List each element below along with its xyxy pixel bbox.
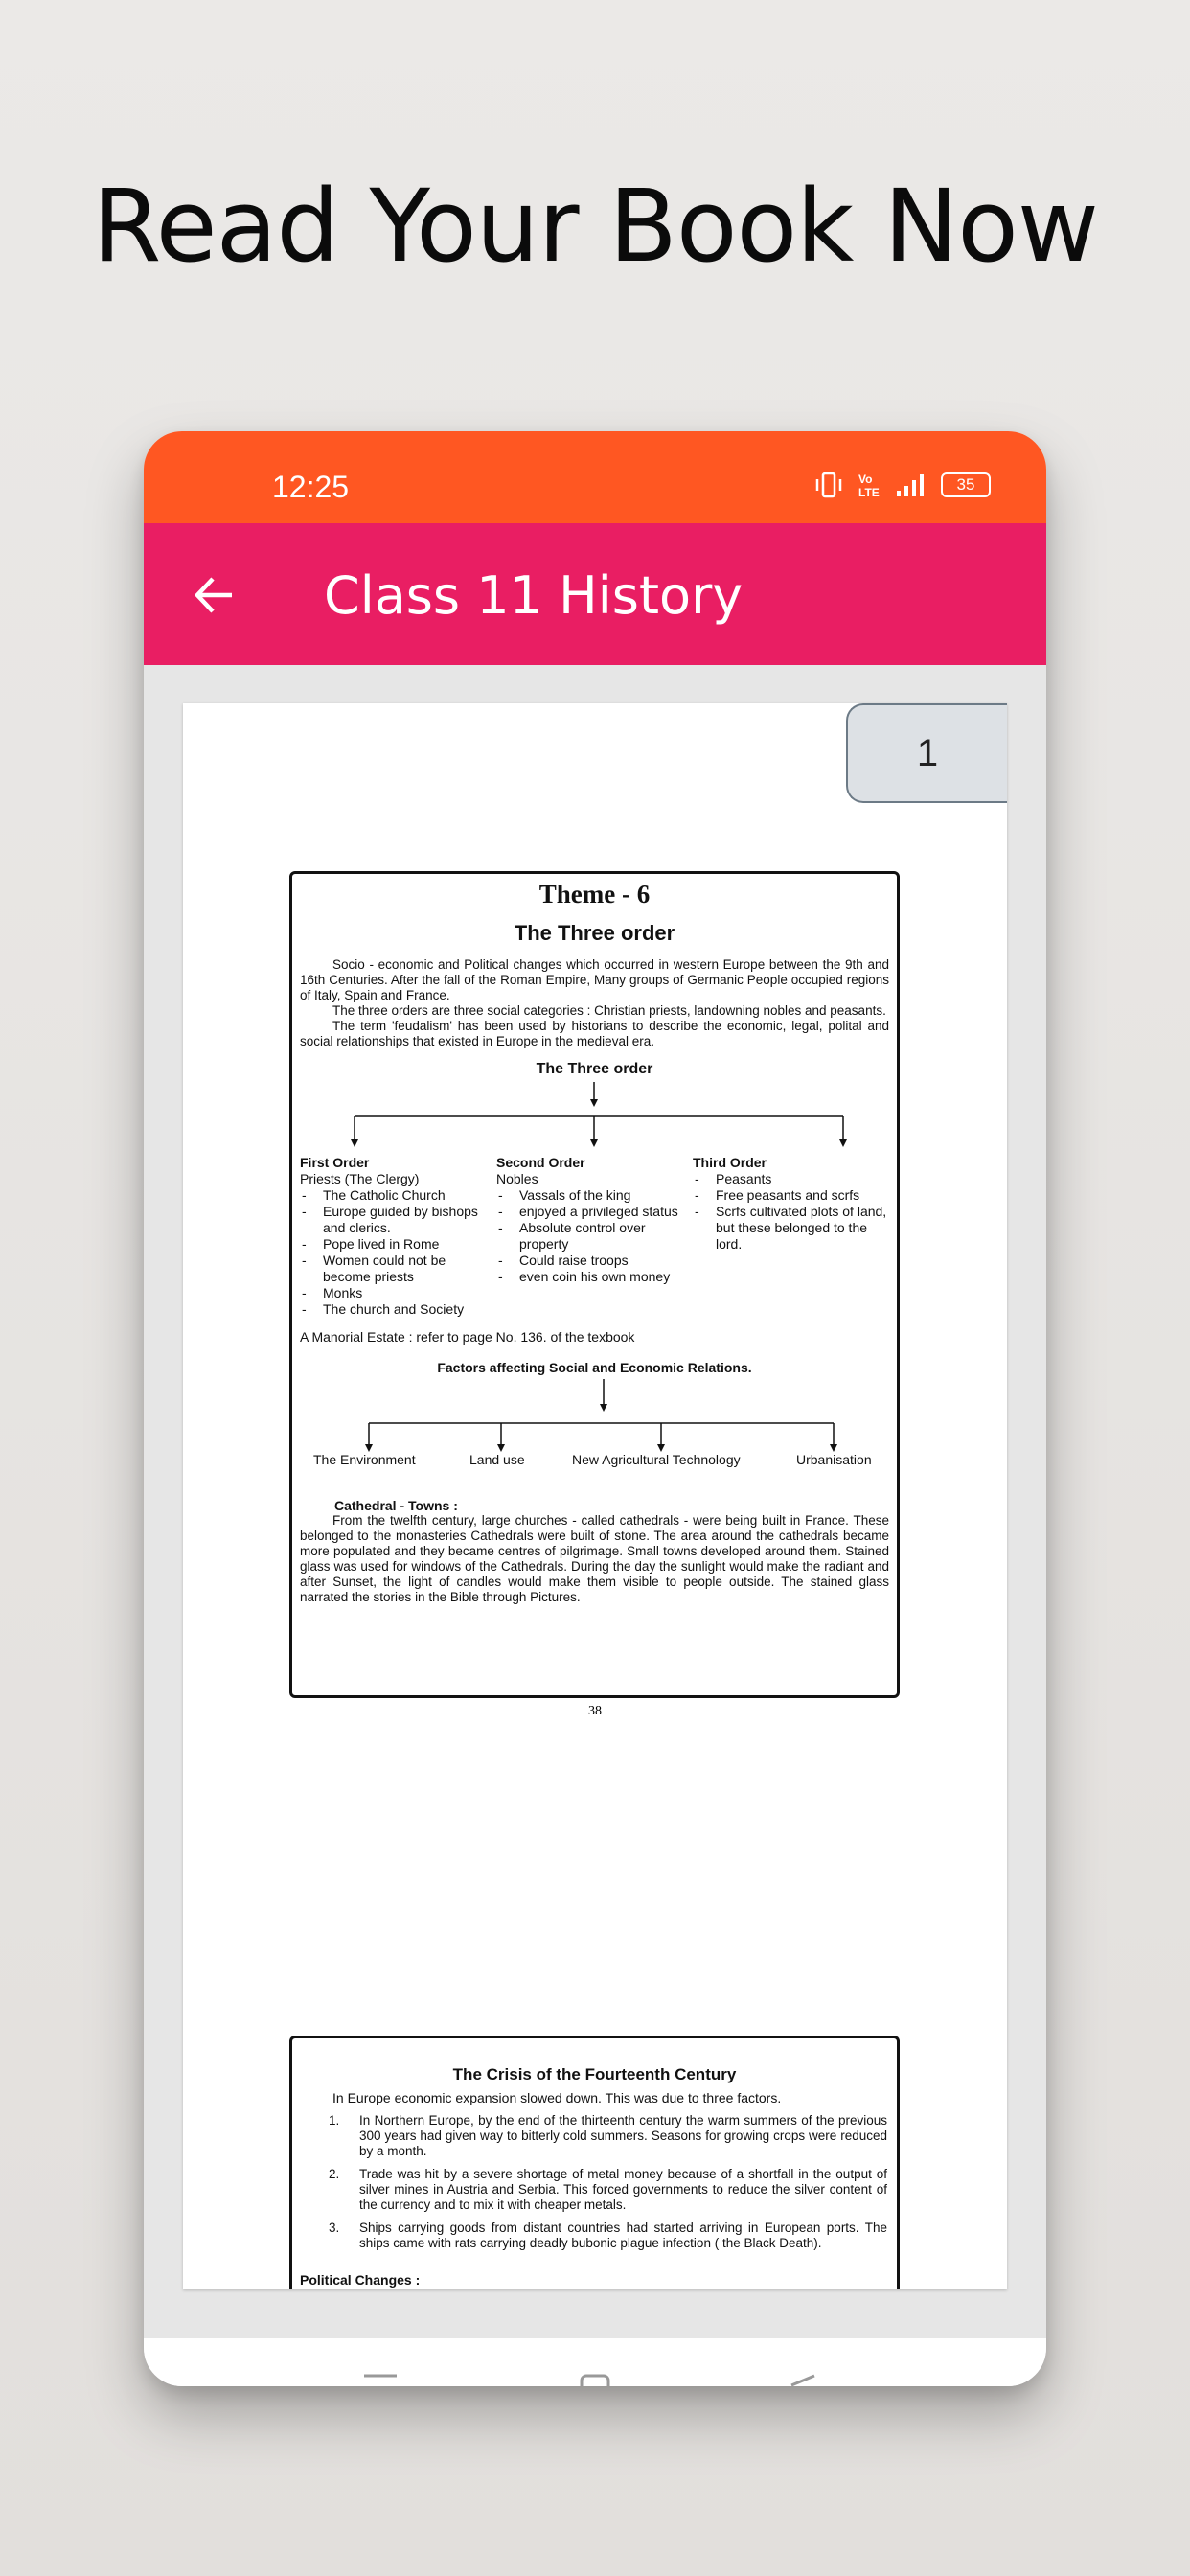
- vibrate-icon: [814, 472, 843, 498]
- crisis-intro: In Europe economic expansion slowed down. This was due to three factors.: [332, 2090, 782, 2105]
- theme-title: Theme - 6: [538, 880, 651, 908]
- list-text: Ships carrying goods from distant countries had started arriving in European ports. The ships came with rats carrying deadly bubonic plague infection ( the Black Death).: [359, 2220, 887, 2250]
- list-item: - Scrfs cultivated plots of land, but these belonged to the lord.: [693, 1204, 889, 1253]
- political-changes-heading: Political Changes :: [300, 2272, 421, 2288]
- paragraph-text: The term 'feudalism' has been used by historians to describe the economic, legal, polital and social relationships that existed in Europe in the medieval era.: [300, 1019, 889, 1048]
- pdf-viewer[interactable]: [144, 665, 1046, 2338]
- order-tree-diagram: [292, 1078, 897, 1155]
- list-item: - Women could not be become priests: [300, 1253, 496, 1285]
- first-order-column: [300, 1155, 496, 1318]
- navigation-bar: [144, 2338, 1046, 2386]
- page-number-badge: 1: [846, 703, 1007, 803]
- list-number: 1.: [329, 2113, 340, 2128]
- paragraph-text: From the twelfth century, large churches - called cathedrals - were being built in France. These belonged to the monasteries Cathedrals were built of stone. The area around the cathedrals became more populated and they became centres of pilgrimage. Small towns developed around them. Stained glass was used for windows of the Cathedrals. During the day the sunlight would make the radiant and after Sunset, the light of candles would make them visible to people outside. The stained glass narrated the stories in the Bible through Pictures.: [300, 1513, 889, 1604]
- back-icon: [788, 2374, 818, 2386]
- list-item: - Could raise troops: [496, 1253, 693, 1269]
- list-item: - The Catholic Church: [300, 1187, 496, 1204]
- volte-icon: [857, 472, 881, 498]
- menu-icon: [364, 2374, 397, 2386]
- crisis-list: [292, 2113, 897, 2251]
- list-item: - Europe guided by bishops and clerics.: [300, 1204, 496, 1236]
- second-order-column: [496, 1155, 693, 1318]
- list-item: - Monks: [300, 1285, 496, 1301]
- phone-frame: [144, 431, 1046, 2386]
- document-page-38: [289, 871, 900, 1698]
- list-number: 3.: [329, 2220, 340, 2235]
- third-order-column: [693, 1155, 889, 1318]
- home-icon: [580, 2374, 610, 2386]
- battery-icon: 35: [941, 472, 991, 497]
- menu-nav-button[interactable]: [364, 2373, 397, 2386]
- first-order-sub: Priests (The Clergy): [300, 1171, 420, 1186]
- cathedral-heading: Cathedral - Towns :: [334, 1498, 458, 1513]
- factor-label: Urbanisation: [796, 1452, 872, 1467]
- status-icons: [814, 472, 991, 498]
- paragraph-text: The three orders are three social categories : Christian priests, landowning nobles and peasants.: [332, 1003, 886, 1018]
- factors-heading: Factors affecting Social and Economic Relations.: [437, 1360, 752, 1375]
- paragraph: [292, 957, 897, 1003]
- cathedral-paragraph: [292, 1513, 897, 1605]
- status-bar: [144, 431, 1046, 523]
- list-text: In Northern Europe, by the end of the thirteenth century the warm summers of the previous 300 years had given way to bitterly cold summers. Seasons for growing crops were reduced by a month.: [359, 2113, 887, 2158]
- list-number: 2.: [329, 2167, 340, 2181]
- back-button[interactable]: [190, 571, 238, 619]
- list-item: - Pope lived in Rome: [300, 1236, 496, 1253]
- list-item: - Free peasants and scrfs: [693, 1187, 889, 1204]
- home-nav-button[interactable]: [580, 2373, 610, 2386]
- app-title: Class 11 History: [324, 565, 744, 626]
- status-time: 12:25: [272, 470, 350, 504]
- order-columns: [292, 1155, 897, 1318]
- factor-label: Land use: [469, 1452, 525, 1467]
- back-nav-button[interactable]: [788, 2373, 818, 2386]
- paragraph: [292, 1019, 897, 1049]
- factor-label: New Agricultural Technology: [572, 1452, 741, 1467]
- second-order-sub: Nobles: [496, 1171, 538, 1186]
- app-bar: [144, 523, 1046, 665]
- factors-tree-diagram: [292, 1375, 897, 1452]
- paragraph-text: Socio - economic and Political changes which occurred in western Europe between the 9th and 16th Centuries. After the fall of the Roman Empire, Many groups of Germanic People occupied regions of Italy, Spain and France.: [300, 957, 889, 1002]
- list-item: [302, 2167, 887, 2213]
- second-order-heading: Second Order: [496, 1155, 585, 1170]
- svg-text:LTE: LTE: [858, 486, 880, 498]
- third-order-heading: Third Order: [693, 1155, 767, 1170]
- list-item: - Peasants: [693, 1171, 889, 1187]
- list-item: [302, 2113, 887, 2159]
- list-text: Trade was hit by a severe shortage of metal money because of a shortfall in the output of silver mines in Austria and Serbia. This forced governments to reduce the silver content of the currency and to mix it with cheaper metals.: [359, 2167, 887, 2212]
- signal-icon: [895, 472, 927, 498]
- factor-labels: [292, 1452, 897, 1471]
- pdf-page[interactable]: [183, 703, 1007, 2289]
- first-order-heading: First Order: [300, 1155, 370, 1170]
- manorial-note: A Manorial Estate : refer to page No. 136. of the texbook: [300, 1329, 635, 1345]
- headline: Read Your Book Now: [92, 168, 1098, 285]
- page-footer-number: 38: [588, 1704, 602, 1718]
- three-order-heading: The Three order: [536, 1061, 653, 1077]
- list-item: - even coin his own money: [496, 1269, 693, 1285]
- crisis-title: The Crisis of the Fourteenth Century: [452, 2065, 737, 2083]
- paragraph: [292, 1003, 897, 1019]
- svg-text:Vo: Vo: [858, 472, 873, 486]
- arrow-left-icon: [190, 571, 238, 619]
- list-item: - Vassals of the king: [496, 1187, 693, 1204]
- list-item: - The church and Society: [300, 1301, 496, 1318]
- list-item: [302, 2220, 887, 2251]
- document-page-next: [289, 2036, 900, 2289]
- list-item: - enjoyed a privileged status: [496, 1204, 693, 1220]
- section-title: The Three order: [514, 921, 675, 945]
- factor-label: The Environment: [313, 1452, 416, 1467]
- list-item: - Absolute control over property: [496, 1220, 693, 1253]
